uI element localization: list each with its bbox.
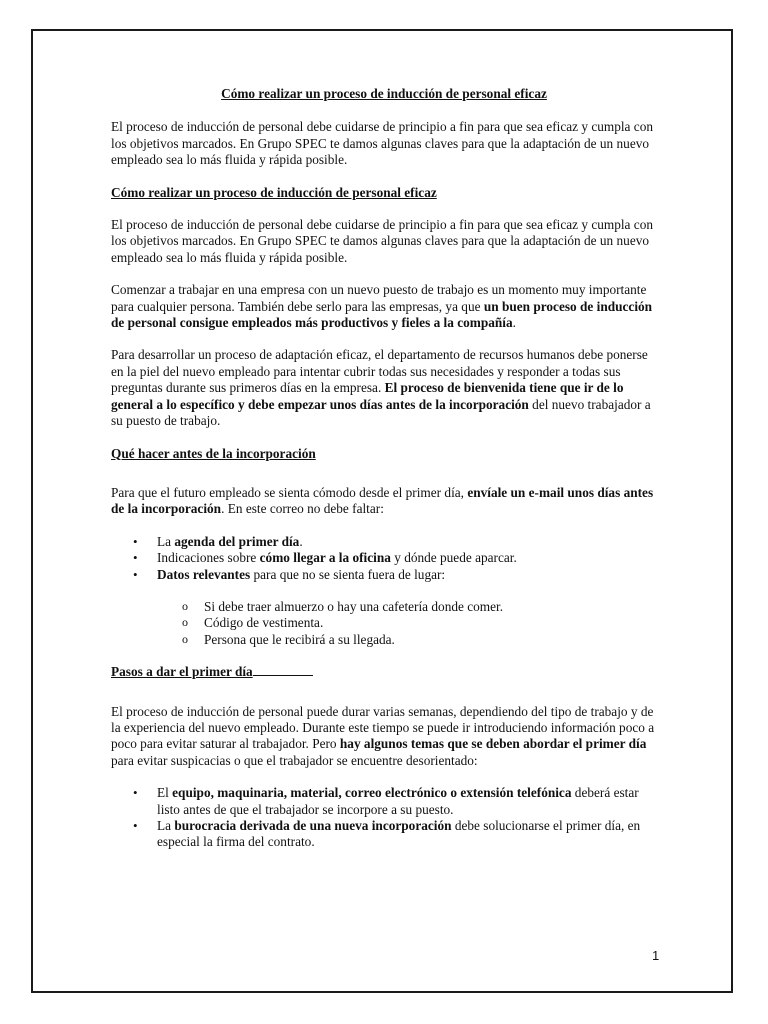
paragraph-3-bold: El proceso de bienvenida tiene que ir de lo general a lo específico y debe empezar unos días antes de la incorporación	[111, 380, 624, 412]
section-heading-2: Qué hacer antes de la incorporación	[111, 445, 316, 461]
page-number: 1	[652, 948, 660, 963]
intro-paragraph: El proceso de inducción de personal debe cuidarse de principio a fin para que sea eficaz y cumpla con los objetivos marcados. En Grupo SPEC te damos algunas claves para que la adaptación de un nuevo empleado sea lo más fluida y rápida posible.	[111, 119, 653, 168]
bullet-list-2	[111, 785, 657, 851]
bullet-list-1	[111, 534, 657, 583]
list-item-end: para que no se sienta fuera de lugar:	[250, 566, 446, 582]
list-item-bold: equipo, maquinaria, material, correo electrónico o extensión telefónica	[172, 785, 572, 801]
list-item-bold: cómo llegar a la oficina	[259, 550, 391, 566]
paragraph-5-end: para evitar suspicacias o que el trabajador se encuentre desorientado:	[111, 752, 478, 768]
paragraph-5-text: El proceso de inducción de personal puede durar varias semanas, dependiendo del tipo de trabajo y de la experiencia del nuevo empleado. Durante este tiempo se puede ir introduciendo información poco a poco para evitar saturar al trabajador. Pero	[111, 703, 655, 752]
list-item	[111, 785, 657, 818]
list-item	[111, 818, 657, 851]
document-body	[111, 86, 657, 851]
section-heading-3	[111, 664, 657, 680]
list-item-bold: burocracia derivada de una nueva incorporación	[174, 818, 452, 833]
paragraph-1: El proceso de inducción de personal debe cuidarse de principio a fin para que sea eficaz y cumpla con los objetivos marcados. En Grupo SPEC te damos algunas claves para que la adaptación de un nuevo empleado sea lo más fluida y rápida posible.	[111, 217, 653, 265]
paragraph-4-text: Para que el futuro empleado se sienta cómodo desde el primer día,	[111, 484, 468, 500]
paragraph-5	[111, 704, 657, 770]
list-item-end: .	[299, 533, 303, 549]
paragraph-2-text: Comenzar a trabajar en una empresa con un nuevo puesto de trabajo es un momento muy importante para cualquier persona. También debe serlo para las empresas, ya que	[111, 282, 647, 314]
paragraph-3-end: del nuevo trabajador a su puesto de trabajo.	[111, 396, 651, 429]
paragraph-2-bold: un buen proceso de inducción de personal consigue empleados más productivos y fieles a la compañía	[111, 298, 653, 331]
sub-list-item: o Código de vestimenta.	[111, 615, 657, 631]
paragraph-4-bold: envíale un e-mail unos días antes de la incorporación	[111, 484, 654, 517]
list-item-end: debe solucionarse el primer día, en especial la firma del contrato.	[157, 818, 641, 850]
paragraph-4	[111, 485, 657, 518]
list-item-end: y dónde puede aparcar.	[390, 550, 517, 566]
section-heading-1: Cómo realizar un proceso de inducción de personal eficaz	[111, 184, 437, 200]
document-title: Cómo realizar un proceso de inducción de personal eficaz	[221, 86, 547, 101]
sub-list-item: o Persona que le recibirá a su llegada.	[111, 632, 657, 648]
paragraph-5-bold: hay algunos temas que se deben abordar el primer día	[339, 736, 647, 752]
list-item-bold: Datos relevantes	[157, 566, 251, 582]
list-item-text: Indicaciones sobre	[157, 550, 260, 566]
list-item	[111, 567, 657, 583]
document-page	[31, 29, 733, 993]
paragraph-3-text: Para desarrollar un proceso de adaptación eficaz, el departamento de recursos humanos debe ponerse en la piel del nuevo empleado para intentar cubrir todas sus necesidades y responder a todas sus preguntas durante sus primeros días en la empresa.	[111, 347, 648, 396]
sub-bullet-list	[111, 599, 657, 648]
list-item	[111, 534, 657, 550]
paragraph-4-end: . En este correo no debe faltar:	[221, 501, 384, 517]
paragraph-3	[111, 347, 657, 429]
paragraph-2	[111, 282, 657, 331]
paragraph-2-end: .	[512, 315, 516, 331]
list-item-text: La	[157, 533, 175, 549]
list-item	[111, 550, 657, 566]
list-item-text: El	[157, 785, 173, 801]
list-item-bold: agenda del primer día	[174, 533, 300, 549]
section-heading-3-text: Pasos a dar el primer día	[111, 664, 253, 680]
sub-list-item: o Si debe traer almuerzo o hay una cafetería donde comer.	[111, 599, 657, 615]
list-item-end: deberá estar listo antes de que el trabajador se incorpore a su puesto.	[157, 785, 639, 817]
list-item-text: La	[157, 818, 175, 833]
heading-underline	[253, 664, 313, 676]
